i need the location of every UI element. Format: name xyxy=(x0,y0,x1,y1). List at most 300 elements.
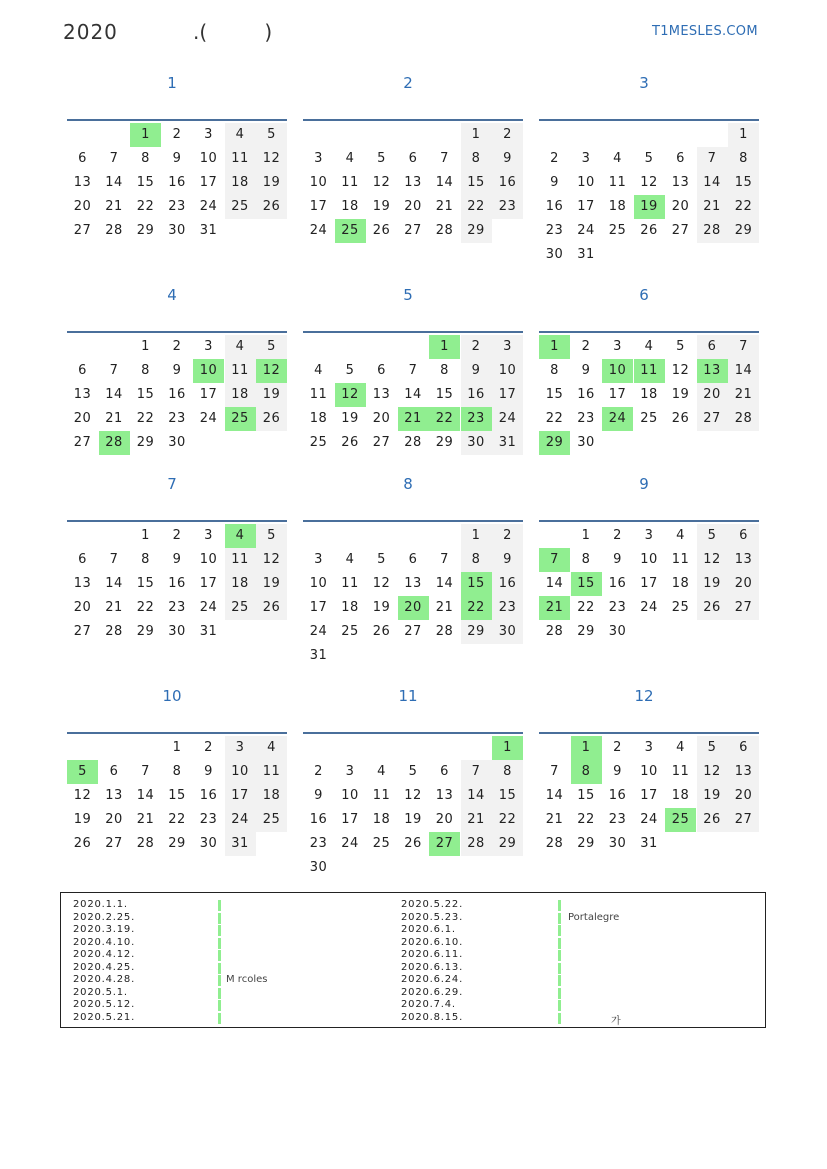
legend-date: 2020.4.10. xyxy=(73,936,136,948)
day-cell: 30 xyxy=(545,247,564,262)
day-cell: 30 xyxy=(608,624,627,639)
day-cell: 1 xyxy=(141,339,150,354)
day-cell: 10 xyxy=(309,576,328,591)
month-divider xyxy=(67,520,287,522)
brand-link[interactable]: T1MESLES.COM xyxy=(652,24,758,39)
day-cell: 15 xyxy=(728,171,759,195)
holiday-color-marker xyxy=(218,1000,221,1011)
day-cell: 21 xyxy=(105,600,123,615)
day-cell: 19 xyxy=(256,383,287,407)
holiday-day-cell: 13 xyxy=(697,359,728,383)
day-cell: 19 xyxy=(404,812,422,827)
day-cell: 20 xyxy=(404,199,422,214)
day-cell: 21 xyxy=(105,411,123,426)
day-cell: 26 xyxy=(73,836,92,851)
day-cell: 24 xyxy=(341,836,359,851)
holiday-day-cell: 23 xyxy=(461,407,492,431)
day-cell: 9 xyxy=(204,764,213,779)
day-cell: 29 xyxy=(461,219,492,243)
day-cell: 14 xyxy=(105,175,123,190)
day-cell: 13 xyxy=(73,175,92,190)
holiday-day-cell: 1 xyxy=(492,736,523,760)
day-cell: 4 xyxy=(613,151,622,166)
holiday-color-marker xyxy=(218,938,221,949)
day-cell: 31 xyxy=(225,832,256,856)
day-cell: 23 xyxy=(168,199,186,214)
day-cell: 24 xyxy=(640,812,658,827)
holiday-day-cell: 15 xyxy=(461,572,492,596)
month-title: 2 xyxy=(403,74,413,92)
legend-date: 2020.7.4. xyxy=(401,999,456,1010)
day-cell: 7 xyxy=(440,552,449,567)
day-cell: 5 xyxy=(697,736,728,760)
day-cell: 12 xyxy=(372,175,391,190)
day-cell: 28 xyxy=(545,836,564,851)
day-cell: 14 xyxy=(728,359,759,383)
day-cell: 16 xyxy=(608,788,627,803)
day-cell: 22 xyxy=(492,808,523,832)
day-cell: 2 xyxy=(314,764,323,779)
day-cell: 22 xyxy=(136,199,155,214)
day-cell: 15 xyxy=(435,387,454,402)
day-cell: 25 xyxy=(671,600,690,615)
day-cell: 16 xyxy=(199,788,218,803)
day-cell: 26 xyxy=(697,596,728,620)
day-cell: 30 xyxy=(608,836,627,851)
day-cell: 2 xyxy=(172,339,182,354)
day-cell: 26 xyxy=(671,411,690,426)
day-cell: 24 xyxy=(640,600,658,615)
day-cell: 16 xyxy=(577,387,595,402)
day-cell: 27 xyxy=(404,223,422,238)
day-cell: 10 xyxy=(199,552,218,567)
day-cell: 23 xyxy=(608,600,627,615)
month-divider xyxy=(67,732,287,734)
day-cell: 15 xyxy=(577,788,595,803)
day-cell: 15 xyxy=(136,576,155,591)
month-1 xyxy=(67,74,291,274)
day-cell: 27 xyxy=(73,624,92,639)
day-cell: 17 xyxy=(640,788,658,803)
day-cell: 18 xyxy=(225,171,256,195)
month-6 xyxy=(539,286,763,486)
holiday-color-marker xyxy=(218,1013,221,1024)
day-cell: 2 xyxy=(204,740,213,755)
day-cell: 12 xyxy=(372,576,391,591)
day-cell: 29 xyxy=(577,624,595,639)
day-cell: 8 xyxy=(550,363,559,378)
day-cell: 2 xyxy=(461,335,492,359)
month-divider xyxy=(539,520,759,522)
legend-holiday-name: Portalegre xyxy=(568,911,620,923)
day-cell: 27 xyxy=(73,223,92,238)
day-cell: 15 xyxy=(492,784,523,808)
day-cell: 21 xyxy=(136,812,155,827)
day-cell: 27 xyxy=(105,836,123,851)
calendar-year-title: 2020 xyxy=(63,20,118,44)
holiday-day-cell: 25 xyxy=(335,219,366,243)
day-cell: 19 xyxy=(372,199,391,214)
day-cell: 17 xyxy=(608,387,627,402)
day-cell: 19 xyxy=(372,600,391,615)
day-cell: 7 xyxy=(141,764,150,779)
day-cell: 28 xyxy=(136,836,155,851)
legend-date: 2020.4.25. xyxy=(73,961,136,973)
day-cell: 31 xyxy=(309,648,328,663)
month-title: 4 xyxy=(167,286,177,304)
day-cell: 17 xyxy=(199,175,218,190)
day-cell: 23 xyxy=(492,596,523,620)
day-cell: 3 xyxy=(644,528,654,543)
day-cell: 12 xyxy=(640,175,658,190)
holiday-legend xyxy=(60,892,766,1028)
day-cell: 27 xyxy=(404,624,422,639)
day-cell: 8 xyxy=(461,548,492,572)
day-cell: 13 xyxy=(728,760,759,784)
holiday-day-cell: 8 xyxy=(571,760,602,784)
month-divider xyxy=(67,331,287,333)
day-cell: 20 xyxy=(372,411,391,426)
day-cell: 25 xyxy=(640,411,658,426)
holiday-day-cell: 1 xyxy=(130,123,161,147)
day-cell: 17 xyxy=(640,576,658,591)
day-cell: 14 xyxy=(136,788,155,803)
day-cell: 3 xyxy=(204,339,213,354)
day-cell: 21 xyxy=(728,383,759,407)
day-cell: 22 xyxy=(728,195,759,219)
month-10 xyxy=(67,687,291,887)
holiday-day-cell: 12 xyxy=(335,383,366,407)
day-cell: 18 xyxy=(608,199,627,214)
day-cell: 6 xyxy=(78,552,87,567)
day-cell: 6 xyxy=(78,151,87,166)
day-cell: 30 xyxy=(168,223,186,238)
day-cell: 20 xyxy=(73,600,92,615)
day-cell: 14 xyxy=(105,576,123,591)
day-cell: 18 xyxy=(372,812,391,827)
month-divider xyxy=(539,331,759,333)
holiday-day-cell: 10 xyxy=(193,359,224,383)
day-cell: 15 xyxy=(545,387,564,402)
day-cell: 2 xyxy=(550,151,559,166)
day-cell: 19 xyxy=(256,171,287,195)
legend-date: 2020.5.23. xyxy=(401,911,464,923)
day-cell: 5 xyxy=(345,363,355,378)
day-cell: 23 xyxy=(199,812,218,827)
day-cell: 11 xyxy=(671,552,690,567)
month-3 xyxy=(539,74,763,274)
day-cell: 23 xyxy=(492,195,523,219)
day-cell: 6 xyxy=(377,363,386,378)
day-cell: 15 xyxy=(168,788,186,803)
day-cell: 27 xyxy=(671,223,690,238)
day-cell: 2 xyxy=(613,528,622,543)
day-cell: 2 xyxy=(492,524,523,548)
calendar-subtitle: .( ) xyxy=(193,20,273,44)
day-cell: 16 xyxy=(461,383,492,407)
day-cell: 8 xyxy=(440,363,449,378)
day-cell: 24 xyxy=(577,223,595,238)
day-cell: 19 xyxy=(73,812,92,827)
day-cell: 1 xyxy=(141,528,150,543)
day-cell: 6 xyxy=(728,524,759,548)
day-cell: 26 xyxy=(372,624,391,639)
month-5 xyxy=(303,286,527,486)
day-cell: 18 xyxy=(225,383,256,407)
day-cell: 23 xyxy=(309,836,328,851)
day-cell: 11 xyxy=(608,175,627,190)
month-11 xyxy=(303,687,527,887)
day-cell: 7 xyxy=(461,760,492,784)
day-cell: 22 xyxy=(136,600,155,615)
day-cell: 25 xyxy=(256,808,287,832)
day-cell: 26 xyxy=(256,195,287,219)
day-cell: 17 xyxy=(492,383,523,407)
day-cell: 14 xyxy=(435,175,454,190)
day-cell: 11 xyxy=(225,359,256,383)
day-cell: 30 xyxy=(168,435,186,450)
holiday-color-marker xyxy=(558,950,561,961)
day-cell: 7 xyxy=(550,764,559,779)
day-cell: 30 xyxy=(199,836,218,851)
holiday-color-marker xyxy=(218,963,221,974)
day-cell: 4 xyxy=(225,123,256,147)
day-cell: 26 xyxy=(697,808,728,832)
day-cell: 3 xyxy=(345,764,355,779)
day-cell: 28 xyxy=(728,407,759,431)
legend-date: 2020.6.11. xyxy=(401,949,464,960)
holiday-color-marker xyxy=(218,900,221,911)
day-cell: 19 xyxy=(341,411,359,426)
day-cell: 13 xyxy=(671,175,690,190)
day-cell: 13 xyxy=(404,576,422,591)
day-cell: 18 xyxy=(256,784,287,808)
day-cell: 14 xyxy=(545,576,564,591)
day-cell: 29 xyxy=(435,435,454,450)
day-cell: 8 xyxy=(728,147,759,171)
legend-date: 2020.5.1. xyxy=(73,986,128,998)
holiday-day-cell: 7 xyxy=(539,548,570,572)
holiday-day-cell: 21 xyxy=(539,596,570,620)
day-cell: 26 xyxy=(640,223,658,238)
day-cell: 15 xyxy=(136,175,155,190)
day-cell: 9 xyxy=(492,147,523,171)
day-cell: 19 xyxy=(256,572,287,596)
legend-date: 2020.8.15. xyxy=(401,1011,464,1023)
day-cell: 27 xyxy=(372,435,391,450)
day-cell: 18 xyxy=(341,600,359,615)
day-cell: 21 xyxy=(435,199,454,214)
day-cell: 20 xyxy=(697,383,728,407)
day-cell: 1 xyxy=(172,740,182,755)
day-cell: 10 xyxy=(577,175,595,190)
day-cell: 12 xyxy=(697,548,728,572)
month-title: 9 xyxy=(639,475,649,493)
day-cell: 31 xyxy=(492,431,523,455)
holiday-day-cell: 29 xyxy=(539,431,570,455)
month-title: 5 xyxy=(403,286,413,304)
day-cell: 5 xyxy=(408,764,418,779)
day-cell: 16 xyxy=(492,171,523,195)
day-cell: 8 xyxy=(141,363,150,378)
holiday-day-cell: 22 xyxy=(461,596,492,620)
day-cell: 10 xyxy=(199,151,218,166)
day-cell: 20 xyxy=(728,784,759,808)
day-cell: 4 xyxy=(377,764,386,779)
day-cell: 6 xyxy=(78,363,87,378)
day-cell: 7 xyxy=(440,151,449,166)
day-cell: 12 xyxy=(671,363,690,378)
day-cell: 9 xyxy=(581,363,591,378)
day-cell: 24 xyxy=(225,808,256,832)
day-cell: 29 xyxy=(728,219,759,243)
day-cell: 14 xyxy=(404,387,422,402)
holiday-color-marker xyxy=(558,938,561,949)
month-divider xyxy=(303,119,523,121)
holiday-color-marker xyxy=(558,925,561,936)
day-cell: 27 xyxy=(73,435,92,450)
day-cell: 23 xyxy=(608,812,627,827)
month-title: 3 xyxy=(639,74,649,92)
day-cell: 1 xyxy=(728,123,759,147)
day-cell: 25 xyxy=(309,435,328,450)
holiday-day-cell: 4 xyxy=(225,524,256,548)
day-cell: 5 xyxy=(256,335,287,359)
day-cell: 13 xyxy=(73,387,92,402)
day-cell: 16 xyxy=(168,576,186,591)
day-cell: 28 xyxy=(105,624,123,639)
day-cell: 18 xyxy=(309,411,328,426)
month-title: 1 xyxy=(167,74,177,92)
day-cell: 2 xyxy=(581,339,591,354)
day-cell: 10 xyxy=(640,552,658,567)
day-cell: 7 xyxy=(728,335,759,359)
day-cell: 3 xyxy=(644,740,654,755)
day-cell: 20 xyxy=(73,411,92,426)
day-cell: 29 xyxy=(136,435,155,450)
day-cell: 1 xyxy=(461,524,492,548)
day-cell: 20 xyxy=(435,812,454,827)
day-cell: 12 xyxy=(256,147,287,171)
month-divider xyxy=(303,331,523,333)
day-cell: 17 xyxy=(199,387,218,402)
day-cell: 14 xyxy=(105,387,123,402)
day-cell: 7 xyxy=(109,552,119,567)
month-divider xyxy=(303,520,523,522)
day-cell: 14 xyxy=(697,171,728,195)
day-cell: 17 xyxy=(309,600,328,615)
day-cell: 29 xyxy=(461,620,492,644)
day-cell: 4 xyxy=(345,552,355,567)
legend-date: 2020.5.12. xyxy=(73,999,136,1010)
day-cell: 8 xyxy=(581,552,591,567)
day-cell: 2 xyxy=(613,740,622,755)
month-divider xyxy=(539,732,759,734)
day-cell: 5 xyxy=(697,524,728,548)
day-cell: 9 xyxy=(492,548,523,572)
day-cell: 14 xyxy=(435,576,454,591)
holiday-day-cell: 10 xyxy=(602,359,633,383)
legend-date: 2020.2.25. xyxy=(73,911,136,923)
day-cell: 17 xyxy=(199,576,218,591)
day-cell: 4 xyxy=(676,740,685,755)
day-cell: 16 xyxy=(168,387,186,402)
day-cell: 29 xyxy=(136,223,155,238)
day-cell: 1 xyxy=(581,528,591,543)
day-cell: 31 xyxy=(640,836,658,851)
month-12 xyxy=(539,687,763,887)
day-cell: 5 xyxy=(377,151,386,166)
day-cell: 9 xyxy=(172,363,182,378)
day-cell: 9 xyxy=(613,764,622,779)
day-cell: 14 xyxy=(461,784,492,808)
day-cell: 11 xyxy=(372,788,391,803)
legend-date: 2020.6.13. xyxy=(401,961,464,973)
day-cell: 28 xyxy=(545,624,564,639)
legend-date: 2020.6.10. xyxy=(401,936,464,948)
day-cell: 8 xyxy=(492,760,523,784)
holiday-color-marker xyxy=(218,913,221,924)
day-cell: 13 xyxy=(728,548,759,572)
day-cell: 23 xyxy=(577,411,595,426)
day-cell: 3 xyxy=(581,151,591,166)
holiday-day-cell: 1 xyxy=(429,335,460,359)
day-cell: 30 xyxy=(461,431,492,455)
day-cell: 28 xyxy=(435,624,454,639)
day-cell: 19 xyxy=(697,784,728,808)
day-cell: 4 xyxy=(345,151,355,166)
month-2 xyxy=(303,74,527,274)
day-cell: 7 xyxy=(109,151,119,166)
day-cell: 19 xyxy=(697,572,728,596)
legend-date: 2020.6.1. xyxy=(401,924,456,935)
day-cell: 22 xyxy=(136,411,155,426)
day-cell: 3 xyxy=(314,552,323,567)
day-cell: 6 xyxy=(728,736,759,760)
holiday-color-marker xyxy=(218,925,221,936)
day-cell: 4 xyxy=(644,339,654,354)
day-cell: 27 xyxy=(697,407,728,431)
day-cell: 6 xyxy=(697,335,728,359)
day-cell: 17 xyxy=(577,199,595,214)
day-cell: 16 xyxy=(309,812,328,827)
day-cell: 13 xyxy=(372,387,391,402)
day-cell: 7 xyxy=(697,147,728,171)
legend-date: 2020.4.12. xyxy=(73,949,136,960)
holiday-color-marker xyxy=(558,913,561,924)
holiday-day-cell: 22 xyxy=(429,407,460,431)
day-cell: 28 xyxy=(404,435,422,450)
holiday-color-marker xyxy=(558,975,561,986)
month-divider xyxy=(303,732,523,734)
day-cell: 2 xyxy=(172,528,182,543)
day-cell: 5 xyxy=(676,339,685,354)
day-cell: 22 xyxy=(168,812,186,827)
day-cell: 22 xyxy=(577,600,595,615)
day-cell: 8 xyxy=(461,147,492,171)
day-cell: 16 xyxy=(545,199,564,214)
day-cell: 9 xyxy=(613,552,622,567)
day-cell: 27 xyxy=(728,808,759,832)
day-cell: 3 xyxy=(204,528,213,543)
day-cell: 2 xyxy=(492,123,523,147)
day-cell: 20 xyxy=(73,199,92,214)
day-cell: 23 xyxy=(545,223,564,238)
day-cell: 20 xyxy=(105,812,123,827)
day-cell: 4 xyxy=(225,335,256,359)
day-cell: 30 xyxy=(492,620,523,644)
holiday-color-marker xyxy=(218,988,221,999)
